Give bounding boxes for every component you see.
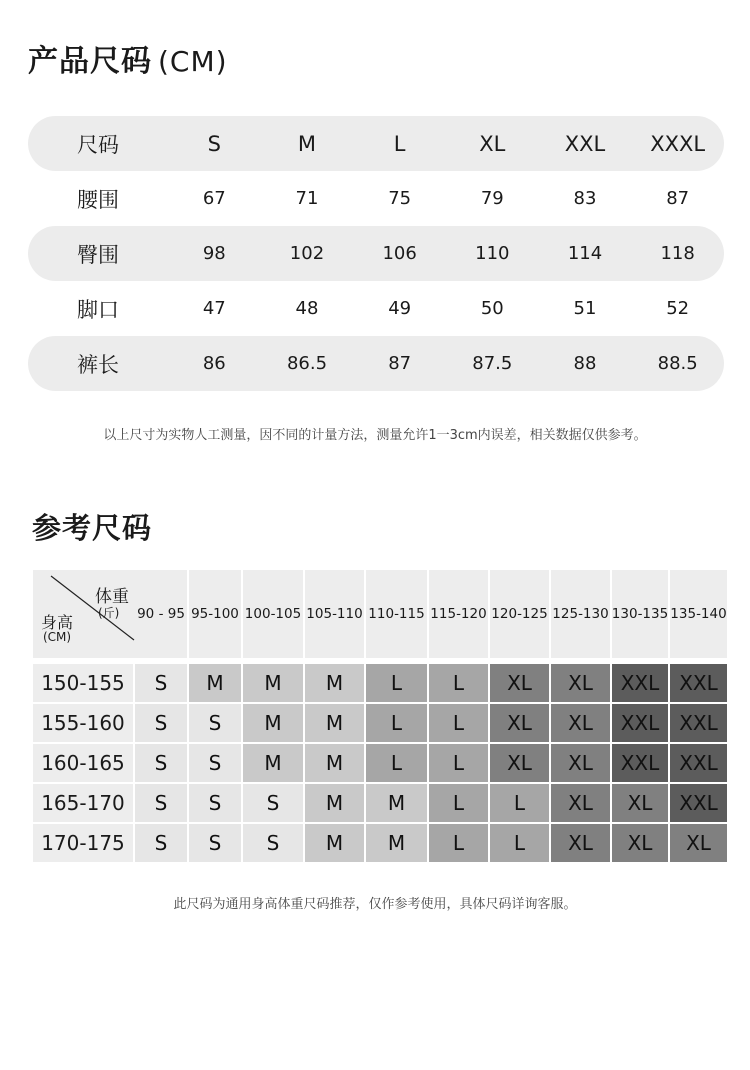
size-cell: S xyxy=(189,704,241,742)
weight-column-header: 110-115 xyxy=(366,570,427,658)
size-header-cell: L xyxy=(393,131,406,156)
size-cell: L xyxy=(366,704,427,742)
weight-column-header: 115-120 xyxy=(429,570,488,658)
table-cell: 47 xyxy=(202,298,226,319)
size-header-cell: M xyxy=(297,131,317,156)
table-cell: 87 xyxy=(388,353,412,374)
size-cell: XL xyxy=(551,664,610,702)
waist-row xyxy=(28,171,724,226)
size-cell: XL xyxy=(490,704,549,742)
size-cell: XL xyxy=(551,744,610,782)
weight-column-header: 95-100 xyxy=(189,570,241,658)
weight-column-header: 135-140 xyxy=(670,570,727,658)
size-cell: XL xyxy=(551,824,610,862)
size-cell: XXL xyxy=(670,704,727,742)
weight-unit-label: (斤) xyxy=(98,606,120,620)
size-cell: XL xyxy=(490,664,549,702)
row-label: 腰围 xyxy=(76,187,119,212)
size-cell: M xyxy=(243,704,303,742)
table-cell: 114 xyxy=(567,243,603,264)
weight-column-header: 130-135 xyxy=(612,570,668,658)
reference-row xyxy=(33,824,727,862)
table-cell: 110 xyxy=(475,243,510,264)
weight-axis-label: 体重 xyxy=(95,587,129,607)
size-cell: M xyxy=(305,824,364,862)
size-cell: M xyxy=(305,704,364,742)
product-size-unit: (CM) xyxy=(158,45,228,78)
size-cell: M xyxy=(243,744,303,782)
table-cell: 50 xyxy=(480,298,504,319)
height-row-label: 160-165 xyxy=(33,744,133,782)
size-cell: S xyxy=(135,784,187,822)
size-cell: L xyxy=(429,784,488,822)
size-cell: L xyxy=(366,664,427,702)
height-unit-label: (CM) xyxy=(43,630,72,644)
weight-column-header: 90 - 95 xyxy=(135,570,187,658)
table-cell: 86 xyxy=(202,353,226,374)
size-cell: S xyxy=(243,824,303,862)
table-cell: 51 xyxy=(573,298,597,319)
size-cell: M xyxy=(305,744,364,782)
table-cell: 79 xyxy=(480,188,504,209)
size-cell: M xyxy=(305,664,364,702)
weight-column-header: 120-125 xyxy=(490,570,549,658)
corner-header-cell xyxy=(33,570,135,658)
table-cell: 87.5 xyxy=(472,353,513,374)
reference-size-table xyxy=(33,570,727,855)
table-cell: 88.5 xyxy=(657,353,698,374)
table-cell: 118 xyxy=(660,243,695,264)
table-cell: 49 xyxy=(388,298,412,319)
size-cell: S xyxy=(189,824,241,862)
size-cell: M xyxy=(189,664,241,702)
size-cell: XXL xyxy=(670,744,727,782)
size-cell: XXL xyxy=(670,784,727,822)
size-cell: L xyxy=(429,744,488,782)
size-cell: XL xyxy=(551,784,610,822)
size-cell: S xyxy=(135,704,187,742)
table-cell: 106 xyxy=(382,243,417,264)
size-cell: XL xyxy=(490,744,549,782)
size-cell: L xyxy=(366,744,427,782)
reference-size-title: 参考尺码 xyxy=(32,511,153,545)
product-size-title-text: 产品尺码 xyxy=(28,44,152,79)
size-cell: S xyxy=(135,824,187,862)
size-cell: M xyxy=(366,784,427,822)
size-header-label: 尺码 xyxy=(76,132,119,157)
size-cell: L xyxy=(490,784,549,822)
table-cell: 98 xyxy=(202,243,226,264)
size-cell: M xyxy=(366,824,427,862)
size-header-cell: XXL xyxy=(564,131,606,156)
recommendation-note: 此尺码为通用身高体重尺码推荐，仅作参考使用，具体尺码详询客服。 xyxy=(173,897,577,912)
weight-column-header: 100-105 xyxy=(243,570,303,658)
reference-header-row xyxy=(33,570,727,658)
size-cell: L xyxy=(429,824,488,862)
weight-column-header: 105-110 xyxy=(305,570,364,658)
size-cell: M xyxy=(305,784,364,822)
size-cell: XL xyxy=(612,784,668,822)
reference-row xyxy=(33,664,727,702)
reference-row xyxy=(33,704,727,742)
height-row-label: 155-160 xyxy=(33,704,133,742)
reference-row xyxy=(33,744,727,782)
height-row-label: 170-175 xyxy=(33,824,133,862)
table-cell: 83 xyxy=(573,188,597,209)
size-header-cell: XL xyxy=(479,131,506,156)
table-cell: 67 xyxy=(202,188,226,209)
row-label: 裤长 xyxy=(76,352,119,377)
size-header-row xyxy=(28,116,724,171)
size-cell: XL xyxy=(612,824,668,862)
table-cell: 71 xyxy=(295,188,319,209)
row-label: 臀围 xyxy=(76,242,119,267)
size-cell: S xyxy=(135,664,187,702)
size-cell: XXL xyxy=(612,744,668,782)
size-cell: S xyxy=(189,744,241,782)
size-cell: XL xyxy=(670,824,727,862)
size-header-cell: XXXL xyxy=(650,131,706,156)
height-row-label: 165-170 xyxy=(33,784,133,822)
size-cell: L xyxy=(429,704,488,742)
row-label: 脚口 xyxy=(76,297,119,322)
size-cell: M xyxy=(243,664,303,702)
height-axis-label: 身高 xyxy=(41,613,74,632)
size-cell: XL xyxy=(551,704,610,742)
reference-row xyxy=(33,784,727,822)
table-cell: 52 xyxy=(666,298,690,319)
size-cell: L xyxy=(429,664,488,702)
table-cell: 86.5 xyxy=(286,353,328,374)
table-cell: 48 xyxy=(295,298,319,319)
size-cell: L xyxy=(490,824,549,862)
size-cell: XXL xyxy=(612,664,668,702)
size-cell: S xyxy=(135,744,187,782)
product-size-title xyxy=(28,36,228,80)
size-cell: S xyxy=(189,784,241,822)
table-cell: 88 xyxy=(573,353,597,374)
size-cell: S xyxy=(243,784,303,822)
pant-length-row xyxy=(28,336,724,391)
table-cell: 75 xyxy=(388,188,412,209)
size-cell: XXL xyxy=(670,664,727,702)
measurement-note: 以上尺寸为实物人工测量，因不同的计量方法，测量允许1一3cm内误差，相关数据仅供参考。 xyxy=(103,428,647,443)
size-cell: XXL xyxy=(612,704,668,742)
size-header-cell: S xyxy=(207,131,221,156)
table-cell: 87 xyxy=(666,188,690,209)
table-cell: 102 xyxy=(289,243,325,264)
weight-column-header: 125-130 xyxy=(551,570,610,658)
leg-opening-row xyxy=(28,281,724,336)
product-size-table xyxy=(28,116,724,391)
height-row-label: 150-155 xyxy=(33,664,133,702)
hip-row xyxy=(28,226,724,281)
